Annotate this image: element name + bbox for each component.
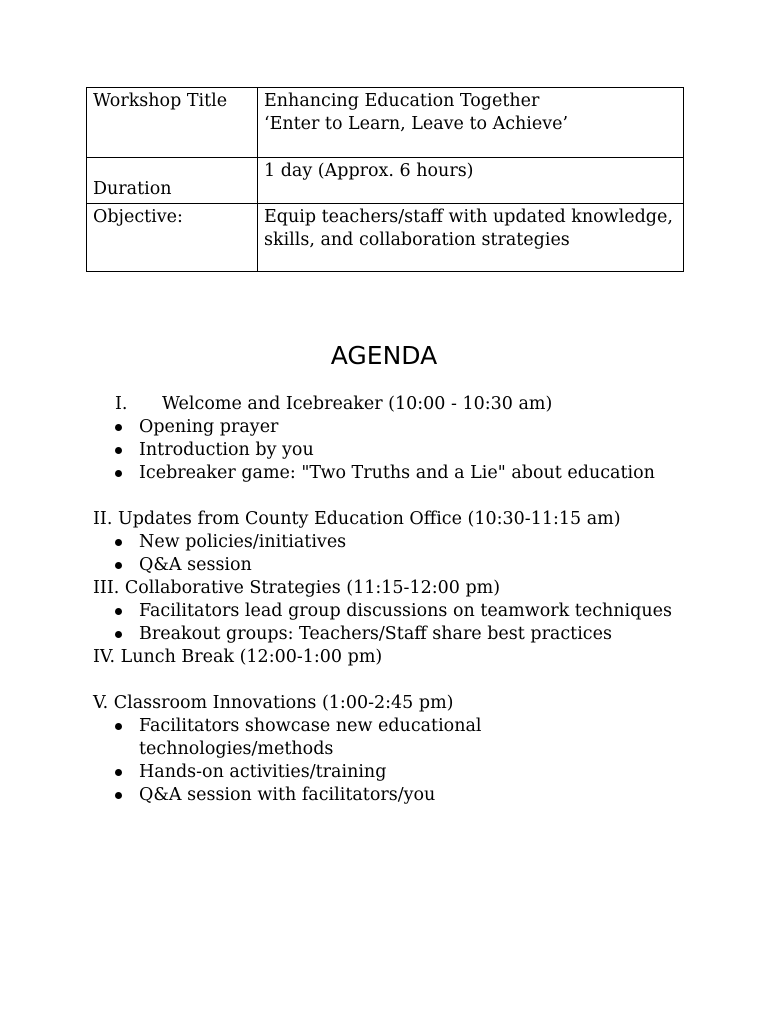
list-item <box>93 761 733 784</box>
agenda-heading: AGENDA <box>330 341 438 370</box>
duration-label: Duration <box>87 158 258 204</box>
agenda-section-title: III. Collaborative Strategies (11:15-12:00 pm) <box>93 578 501 598</box>
list-item <box>93 784 733 807</box>
objective-line-1: Equip teachers/staff with updated knowledge, <box>264 207 673 227</box>
duration-text: 1 day (Approx. 6 hours) <box>264 161 474 181</box>
table-row-duration <box>87 158 684 204</box>
agenda-section-items <box>93 416 733 485</box>
list-item-text: Opening prayer <box>139 417 279 437</box>
section-numeral: I. <box>115 394 128 414</box>
table-row-workshop-title <box>87 88 684 158</box>
workshop-title-value <box>258 88 684 158</box>
workshop-title-line: Enhancing Education Together <box>264 91 540 111</box>
list-item-text: Introduction by you <box>139 440 314 460</box>
list-item <box>93 600 733 623</box>
bullet-icon <box>115 608 122 615</box>
list-item-text: Hands-on activities/training <box>139 762 387 782</box>
agenda-section-items <box>93 600 733 646</box>
list-item-text: Facilitators showcase new educational <box>139 716 482 736</box>
list-item <box>93 554 733 577</box>
list-item <box>93 715 733 761</box>
bullet-icon <box>115 470 122 477</box>
bullet-icon <box>115 539 122 546</box>
blank-line <box>93 669 733 692</box>
objective-line-2: skills, and collaboration strategies <box>264 230 570 250</box>
list-item-text: New policies/initiatives <box>139 532 347 552</box>
list-item <box>93 623 733 646</box>
bullet-icon <box>115 562 122 569</box>
list-item-text: Q&A session with facilitators/you <box>139 785 436 805</box>
agenda-section-title: IV. Lunch Break (12:00-1:00 pm) <box>93 647 383 667</box>
duration-value <box>258 158 684 204</box>
list-item <box>93 462 733 485</box>
agenda-section-title: V. Classroom Innovations (1:00-2:45 pm) <box>93 693 454 713</box>
bullet-icon <box>115 424 122 431</box>
agenda-section-items <box>93 715 733 807</box>
workshop-tagline: ‘Enter to Learn, Leave to Achieve’ <box>264 114 569 134</box>
list-item-text: Facilitators lead group discussions on teamwork techniques <box>139 601 672 621</box>
list-item <box>93 416 733 439</box>
agenda-section-items <box>93 531 733 577</box>
workshop-title-label: Workshop Title <box>87 88 258 158</box>
section-title-text: Welcome and Icebreaker (10:00 - 10:30 am) <box>162 394 553 414</box>
objective-label: Objective: <box>87 204 258 272</box>
agenda-list <box>93 393 733 807</box>
objective-value <box>258 204 684 272</box>
list-item <box>93 439 733 462</box>
list-item <box>93 531 733 554</box>
agenda-section-title <box>93 393 733 416</box>
list-item-text-continuation: technologies/methods <box>139 739 334 759</box>
bullet-icon <box>115 792 122 799</box>
bullet-icon <box>115 631 122 638</box>
workshop-info-table <box>86 87 684 272</box>
list-item-text: Q&A session <box>139 555 252 575</box>
blank-line <box>93 485 733 508</box>
bullet-icon <box>115 723 122 730</box>
agenda-section-title: II. Updates from County Education Office (10:30-11:15 am) <box>93 509 621 529</box>
list-item-text: Icebreaker game: "Two Truths and a Lie" about education <box>139 463 655 483</box>
bullet-icon <box>115 769 122 776</box>
table-row-objective <box>87 204 684 272</box>
list-item-text: Breakout groups: Teachers/Staff share best practices <box>139 624 612 644</box>
bullet-icon <box>115 447 122 454</box>
